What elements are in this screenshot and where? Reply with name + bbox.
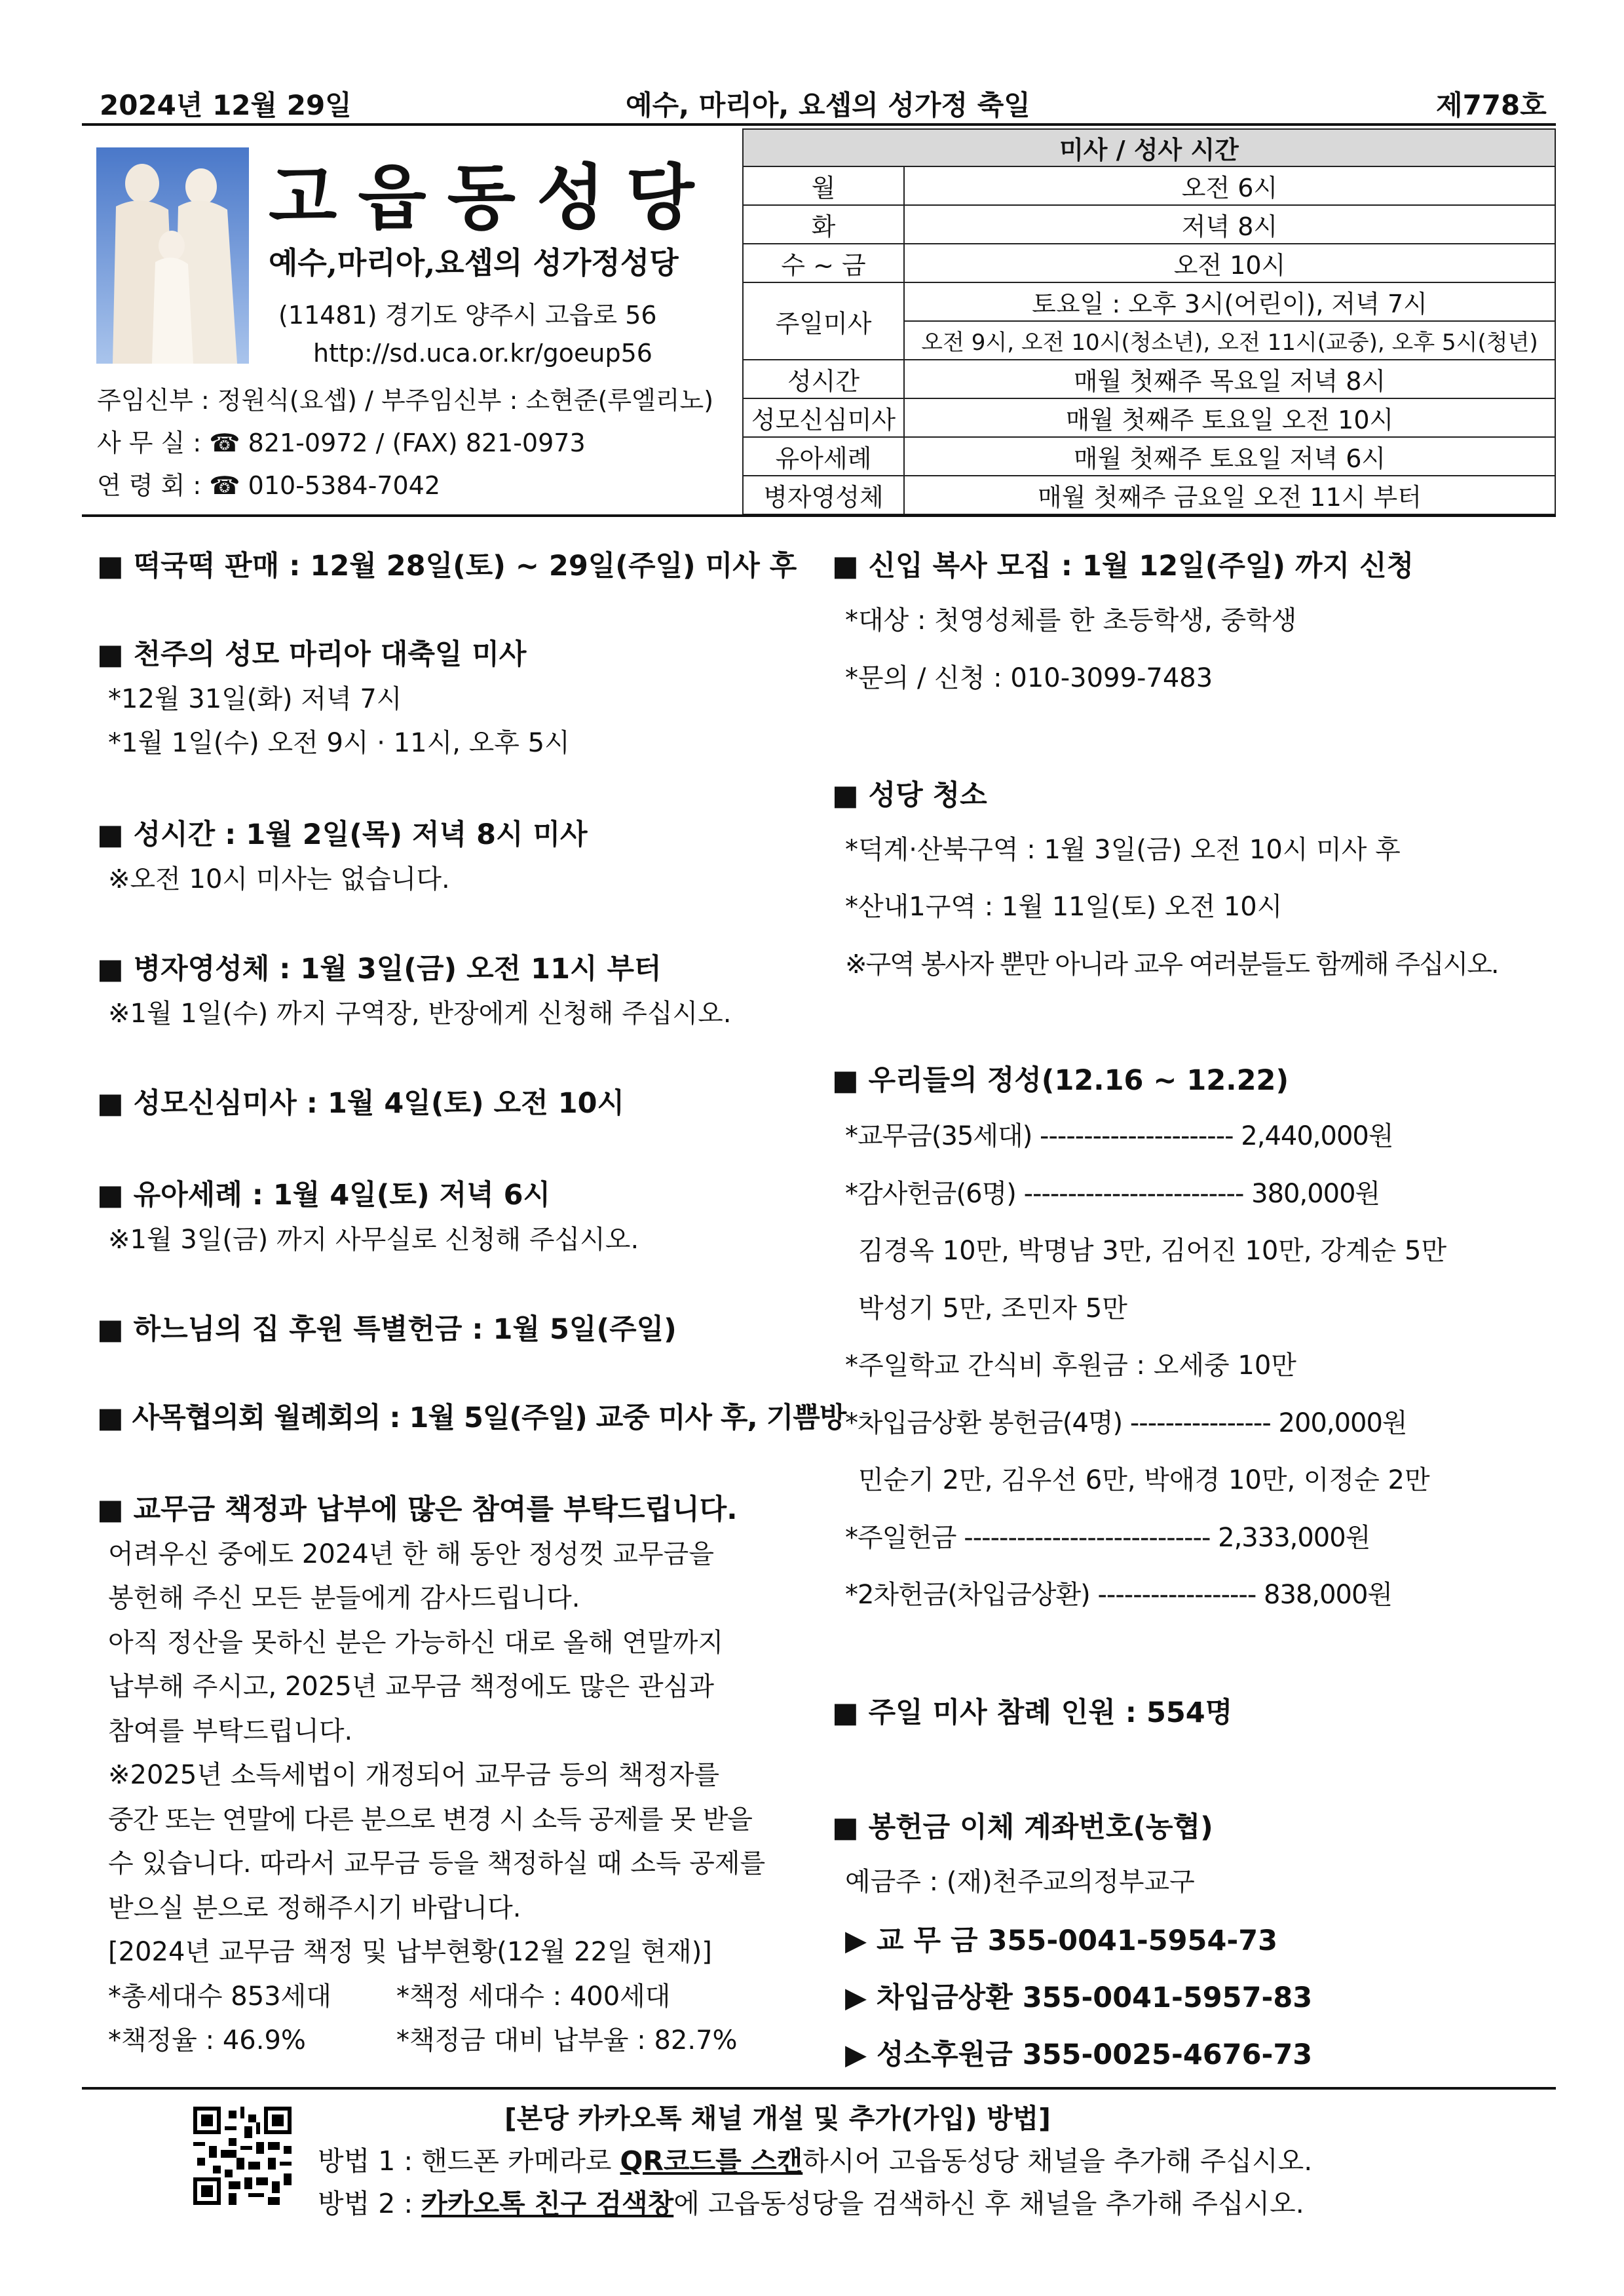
parish-website-link[interactable]: http://sd.uca.or.kr/goeup56 [313,339,652,368]
offering-donors: 김경옥 10만, 박명남 3만, 김어진 10만, 강계순 5만 [858,1236,1447,1266]
offering-row: *차입금상환 봉헌금(4명) ---------------- 200,000원 [845,1408,1407,1438]
account-number: ▶ 성소후원금 355-0025-4676-73 [845,2038,1313,2071]
list-item: *덕계·산북구역 : 1월 3일(금) 오전 10시 미사 후 [845,835,1401,865]
dues-paragraph-line: 어려우신 중에도 2024년 한 해 동안 정성껏 교무금을 [108,1539,714,1569]
association-phone: 연 령 회 : ☎ 010-5384-7042 [97,471,441,500]
dues-paragraph-line: 받으실 분으로 정해주시기 바랍니다. [108,1893,521,1923]
dues-paragraph-line: 중간 또는 연말에 다른 분으로 변경 시 소득 공제를 못 받을 [108,1805,752,1835]
list-item: ※1월 1일(수) 까지 구역장, 반장에게 신청해 주십시오. [108,999,732,1029]
table-row: 주일미사 토요일 : 오후 3시(어린이), 저녁 7시 [743,282,1555,321]
table-row: 병자영성체 매월 첫째주 금요일 오전 11시 부터 [743,476,1555,514]
offering-donors: 민순기 2만, 김우선 6만, 박애경 10만, 이정순 2만 [858,1465,1430,1495]
account-number: ▶ 교 무 금 355-0041-5954-73 [845,1924,1278,1957]
issue-number: 제778호 [1436,89,1547,121]
offering-donors: 박성기 5만, 조민자 5만 [858,1293,1127,1324]
account-holder: 예금주 : (재)천주교의정부교구 [845,1867,1195,1897]
table-row: 성시간 매월 첫째주 목요일 저녁 8시 [743,360,1555,398]
footer-rule [82,2087,1556,2090]
notice-parish-dues: ■ 교무금 책정과 납부에 많은 참여를 부탁드립니다. [97,1493,738,1526]
table-row: 오전 9시, 오전 10시(청소년), 오전 11시(교중), 오후 5시(청년) [743,321,1555,360]
notice-altar-server: ■ 신입 복사 모집 : 1월 12일(주일) 까지 신청 [832,550,1414,583]
assessed-households: *책정 세대수 : 400세대 [396,1981,671,2012]
parish-name: 고읍동성당 [269,157,715,239]
total-households: *총세대수 853세대 [108,1981,331,2012]
feast-title: 예수, 마리아, 요셉의 성가정 축일 [626,89,1030,121]
notice-infant-baptism: ■ 유아세례 : 1월 4일(토) 저녁 6시 [97,1179,551,1212]
notice-marian-mass: ■ 성모신심미사 : 1월 4일(토) 오전 10시 [97,1087,625,1120]
masthead-rule [82,514,1556,517]
kakao-qr-code-icon[interactable] [193,2107,292,2205]
offering-row: *주일학교 간식비 후원금 : 오세중 10만 [845,1350,1296,1381]
bank-account-heading: ■ 봉헌금 이체 계좌번호(농협) [832,1811,1213,1844]
mass-attendance: ■ 주일 미사 참례 인원 : 554명 [832,1696,1233,1729]
dues-paragraph-line: 수 있습니다. 따라서 교무금 등을 책정하실 때 소득 공제를 [108,1848,766,1879]
list-item: ※구역 봉사자 뿐만 아니라 교우 여러분들도 함께해 주십시오. [845,949,1498,980]
table-row: 화 저녁 8시 [743,205,1555,244]
parish-subtitle: 예수,마리아,요셉의 성가정성당 [269,245,679,280]
notice-holy-hour: ■ 성시간 : 1월 2일(목) 저녁 8시 미사 [97,818,588,851]
mass-schedule-table [742,128,1556,515]
list-item: *대상 : 첫영성체를 한 초등학생, 중학생 [845,605,1297,636]
kakao-channel-title: [본당 카카오톡 채널 개설 및 추가(가입) 방법] [504,2103,1051,2134]
offering-row: *교무금(35세대) ---------------------- 2,440,000원 [845,1121,1393,1151]
holy-family-statue-image [96,147,249,364]
notice-rice-cake-sale: ■ 떡국떡 판매 : 12월 28일(토) ~ 29일(주일) 미사 후 [97,550,797,583]
office-phone: 사 무 실 : ☎ 821-0972 / (FAX) 821-0973 [97,429,586,457]
notice-mary-feast: ■ 천주의 성모 마리아 대축일 미사 [97,638,527,671]
dues-status-heading: [2024년 교무금 책정 및 납부현황(12월 22일 현재)] [108,1937,712,1967]
kakao-method-2: 방법 2 : 카카오톡 친구 검색창에 고읍동성당을 검색하신 후 채널을 추가해 주십시오. [318,2188,1304,2219]
list-item: ※오전 10시 미사는 없습니다. [108,864,450,894]
dues-paragraph-line: 봉헌해 주신 모든 분들에게 감사드립니다. [108,1583,580,1613]
list-item: *12월 31일(화) 저녁 7시 [108,684,402,714]
account-number: ▶ 차입금상환 355-0041-5957-83 [845,1981,1313,2014]
table-row: 월 오전 6시 [743,166,1555,205]
priests-info: 주임신부 : 정원식(요셉) / 부주임신부 : 소현준(루엘리노) [97,386,714,415]
assessment-rate: *책정율 : 46.9% [108,2025,306,2056]
notice-council-meeting: ■ 사목협의회 월례회의 : 1월 5일(주일) 교중 미사 후, 기쁨방 [97,1402,846,1434]
dues-paragraph-line: ※2025년 소득세법이 개정되어 교무금 등의 책정자를 [108,1760,720,1790]
issue-date: 2024년 12월 29일 [100,89,352,121]
mass-table-title: 미사 / 성사 시간 [743,129,1555,166]
table-row: 유아세례 매월 첫째주 토요일 저녁 6시 [743,437,1555,476]
list-item: *문의 / 신청 : 010-3099-7483 [845,663,1213,693]
header-rule [82,123,1556,126]
notice-sick-communion: ■ 병자영성체 : 1월 3일(금) 오전 11시 부터 [97,953,662,985]
notice-church-cleaning: ■ 성당 청소 [832,779,987,812]
offering-row: *주일헌금 ---------------------------- 2,333,000원 [845,1523,1370,1553]
dues-paragraph-line: 참여를 부탁드립니다. [108,1716,353,1746]
list-item: *1월 1일(수) 오전 9시 · 11시, 오후 5시 [108,728,570,758]
offering-row: *2차헌금(차입금상환) ------------------ 838,000원 [845,1580,1393,1610]
table-row: 성모신심미사 매월 첫째주 토요일 오전 10시 [743,398,1555,437]
table-row: 수 ~ 금 오전 10시 [743,244,1555,282]
parish-address: (11481) 경기도 양주시 고읍로 56 [278,301,657,330]
dues-paragraph-line: 아직 정산을 못하신 분은 가능하신 대로 올해 연말까지 [108,1628,724,1658]
list-item: *산내1구역 : 1월 11일(토) 오전 10시 [845,892,1283,922]
kakao-method-1: 방법 1 : 핸드폰 카메라로 QR코드를 스캔하시어 고읍동성당 채널을 추가해 주십시오. [318,2145,1313,2177]
list-item: ※1월 3일(금) 까지 사무실로 신청해 주십시오. [108,1225,639,1255]
offering-row: *감사헌금(6명) ------------------------- 380,000원 [845,1179,1380,1209]
offerings-heading: ■ 우리들의 정성(12.16 ~ 12.22) [832,1064,1289,1097]
payment-rate: *책정금 대비 납부율 : 82.7% [396,2025,738,2056]
dues-paragraph-line: 납부해 주시고, 2025년 교무금 책정에도 많은 관심과 [108,1672,714,1702]
notice-special-offering: ■ 하느님의 집 후원 특별헌금 : 1월 5일(주일) [97,1313,677,1346]
